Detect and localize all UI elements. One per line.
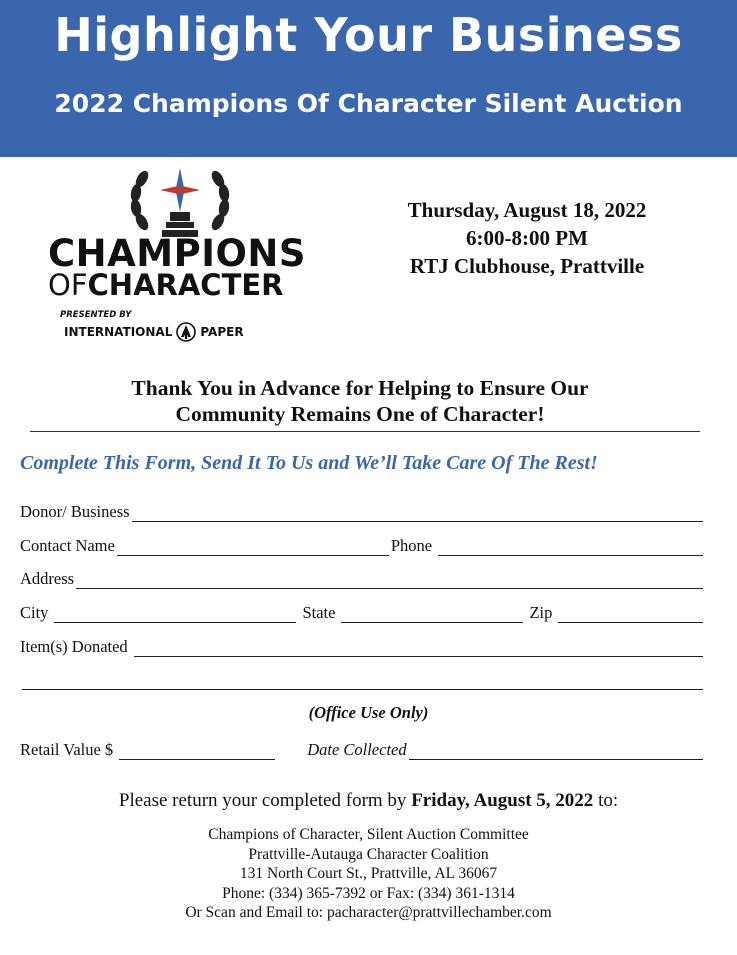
address-row: [20, 567, 705, 589]
retail-value-field[interactable]: [119, 743, 275, 760]
page-subtitle: 2022 Champions Of Character Silent Auction: [54, 89, 683, 118]
items-field-continued[interactable]: [22, 673, 703, 690]
return-instructions: Please return your completed form by Friday, August 5, 2022 to:: [118, 790, 619, 811]
form-intro: Complete This Form, Send It To Us and We’ll Take Care Of The Rest!: [20, 452, 598, 474]
items-row-2: [20, 668, 705, 690]
city-row: [20, 601, 705, 623]
date-collected-label: Date Collected: [307, 740, 407, 759]
event-time: 6:00-8:00 PM: [466, 226, 588, 250]
sponsor-name-right: PAPER: [200, 325, 244, 339]
thank-you-line-2: Community Remains One of Character!: [175, 402, 545, 426]
state-label: State: [302, 603, 336, 622]
zip-label: Zip: [529, 603, 553, 622]
contact-name-field[interactable]: [117, 539, 389, 556]
city-field[interactable]: [54, 606, 296, 623]
thank-you-line-1: Thank You in Advance for Helping to Ensure Our: [131, 376, 589, 400]
contact-row: [20, 534, 705, 556]
address-line: 131 North Court St., Prattville, AL 36067: [239, 865, 498, 883]
donor-label: Donor/ Business: [20, 502, 130, 521]
thank-you-message: [30, 375, 690, 427]
office-row: [20, 738, 705, 760]
page-title: Highlight Your Business: [54, 8, 683, 62]
donor-row: [20, 500, 705, 522]
office-use-heading: (Office Use Only): [308, 703, 429, 722]
items-row: [20, 635, 705, 657]
logo-word-champions: CHAMPIONS: [48, 232, 307, 275]
sponsor-name-left: INTERNATIONAL: [64, 325, 173, 339]
retail-value-label: Retail Value $: [20, 740, 114, 759]
presented-by-label: PRESENTED BY: [60, 310, 132, 320]
city-label: City: [20, 603, 49, 622]
address-label: Address: [20, 569, 75, 588]
contact-phone-line: Phone: (334) 365-7392 or Fax: (334) 361-1314: [222, 884, 515, 902]
zip-field[interactable]: [558, 606, 703, 623]
contact-email-line: Or Scan and Email to: pacharacter@prattvillechamber.com: [185, 904, 552, 922]
address-line: Champions of Character, Silent Auction Committee: [208, 826, 529, 843]
event-date: Thursday, August 18, 2022: [407, 198, 647, 222]
divider: [30, 431, 700, 432]
phone-label: Phone: [390, 536, 433, 555]
items-field[interactable]: [134, 640, 703, 657]
state-field[interactable]: [341, 606, 523, 623]
items-label: Item(s) Donated: [20, 637, 128, 656]
logo-word-character: OFCHARACTER: [48, 268, 284, 302]
date-collected-field[interactable]: [409, 743, 703, 760]
address-line: Prattville-Autauga Character Coalition: [248, 845, 489, 863]
event-location: RTJ Clubhouse, Prattville: [409, 254, 645, 278]
contact-label: Contact Name: [20, 536, 115, 555]
phone-field[interactable]: [438, 539, 703, 556]
header-banner: [0, 0, 737, 157]
international-paper-icon: [176, 322, 196, 342]
return-deadline: Friday, August 5, 2022: [411, 790, 594, 811]
compass-star-icon: [160, 168, 200, 212]
address-field[interactable]: [76, 572, 703, 589]
sponsor-logo: [64, 322, 244, 342]
champions-logo: [40, 160, 320, 350]
mailing-address: [0, 825, 737, 923]
donor-field[interactable]: [132, 505, 703, 522]
event-details: [372, 196, 682, 280]
